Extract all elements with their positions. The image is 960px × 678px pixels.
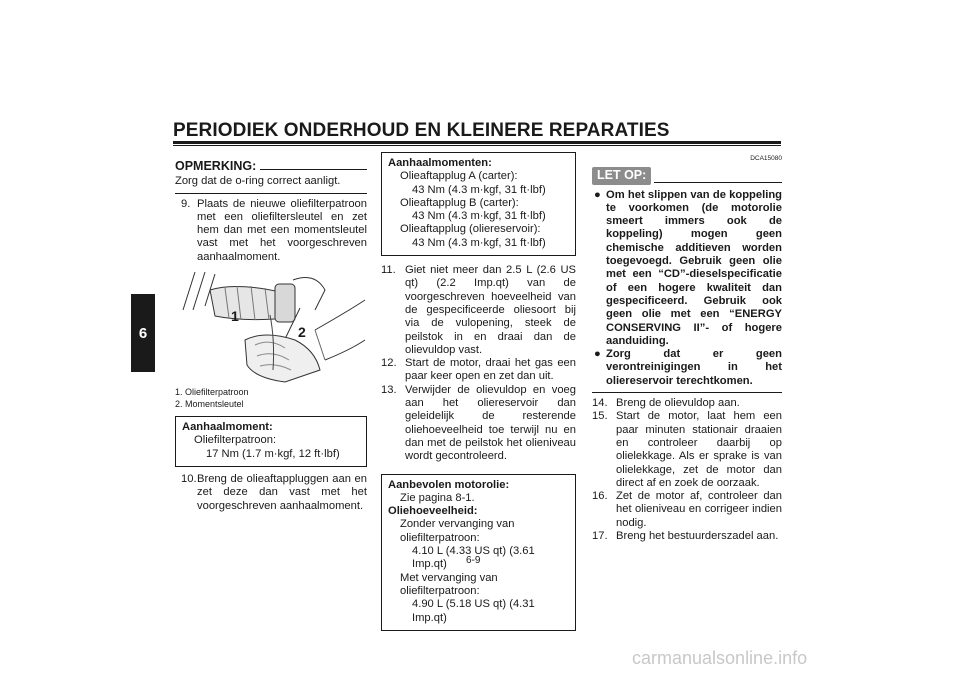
step-16: 16. Zet de motor af, controleer dan het olieniveau en corrigeer indien nodig. <box>592 490 782 529</box>
torque-value-b: 43 Nm (4.3 m·kgf, 31 ft·lbf) <box>412 210 546 223</box>
step-9: 9. Plaats de nieuwe oliefilterpatroon met een oliefiltersleutel en zet hem dan met een momentsleutel vast met het voorgeschreven aanhaalmoment. <box>181 197 367 263</box>
page-number: 6-9 <box>466 555 481 566</box>
oil-filter-drawing <box>175 270 367 385</box>
header-rule <box>173 141 781 144</box>
note-heading <box>175 160 367 173</box>
caution-bullet-2: ● Zorg dat er geen verontreinigingen in het oliereservoir terechtkomen. <box>594 348 782 387</box>
torque-item-a: Olieaftapplug A (carter): <box>400 170 518 183</box>
oil-filter-illustration <box>175 270 367 385</box>
qty-b-label: Met vervanging van oliefilterpatroon: <box>400 571 498 597</box>
torque-item-b: Olieaftapplug B (carter): <box>400 196 519 209</box>
legend-item-1: 1. Oliefilterpatroon <box>175 387 249 398</box>
step-14: 14. Breng de olievuldop aan. <box>592 397 740 410</box>
chapter-tab: 6 <box>131 294 155 372</box>
oil-spec-box <box>381 474 576 631</box>
figure-legend <box>175 387 367 410</box>
torque-item-reservoir: Olieaftapplug (oliereservoir): <box>400 223 541 236</box>
bullet-icon: ● <box>594 188 601 201</box>
step-11: 11. Giet niet meer dan 2.5 L (2.6 US qt) (2.2 Imp.qt) van de voorgeschreven hoeveelheid van de gespecificeerde oliesoort bij via de vulopening, steek de peilstok in en draai dan de olievuldop vast. <box>381 264 576 356</box>
column-1 <box>175 160 367 513</box>
step-12: 12. Start de motor, draai het gas een paar keer open en zet dan uit. <box>381 357 576 383</box>
watermark: carmanualsonline.info <box>632 648 808 668</box>
oil-title: Aanbevolen motorolie: <box>388 478 510 491</box>
torque-title: Aanhaalmoment: <box>182 421 273 434</box>
qty-title: Oliehoeveelheid: <box>388 505 478 518</box>
caution-heading <box>592 167 782 184</box>
step-15: 15. Start de motor, laat hem een paar minuten stationair draaien en controleer daarbij op olielekkage. Als er sprake is van olielekkage, zet de motor dan direct af en zoek de oorzaak. <box>592 410 782 489</box>
torque-value: 17 Nm (1.7 m·kgf, 12 ft·lbf) <box>206 447 340 460</box>
caution-bullet-1: ● Om het slippen van de koppeling te voorkomen (de motorolie smeert immers ook de koppeling) mogen geen chemische additieven worden toegevoegd. Gebruik geen olie met een “CD”-dieselspecificatie of een hogere kwaliteit dan gespecificeerd. Gebruik ook geen olie met een “ENERGY CONSERVING II”- of hogere aanduiding. <box>594 188 782 347</box>
step-10: 10. Breng de olieaftappluggen aan en zet deze dan vast met het voorgeschreven aanhaalmoment. <box>181 472 367 512</box>
qty-a-label: Zonder vervanging van oliefilterpatroon: <box>400 518 515 544</box>
torque-item: Oliefilterpatroon: <box>194 434 277 447</box>
caution-badge: LET OP: <box>592 167 651 184</box>
bullet-icon: ● <box>594 348 601 361</box>
caution-body <box>592 185 782 393</box>
note-title: OPMERKING: <box>175 159 257 173</box>
torques-spec-box <box>381 152 576 256</box>
legend-item-2: 2. Momentsleutel <box>175 398 244 409</box>
step-17: 17. Breng het bestuurderszadel aan. <box>592 530 779 543</box>
torque-value-a: 43 Nm (4.3 m·kgf, 31 ft·lbf) <box>412 183 546 196</box>
note-body: Zorg dat de o-ring correct aanligt. <box>175 173 367 193</box>
header-rule-thin <box>173 145 781 146</box>
figure-label-2: 2 <box>298 324 306 341</box>
oil-ref: Zie pagina 8-1. <box>400 491 475 504</box>
qty-a-value: 4.10 L (4.33 US qt) (3.61 Imp.qt) <box>412 545 535 571</box>
torque-value-reservoir: 43 Nm (4.3 m·kgf, 31 ft·lbf) <box>412 236 546 249</box>
torques-title: Aanhaalmomenten: <box>388 157 492 169</box>
step-13: 13. Verwijder de olievuldop en voeg aan het oliereservoir dan geleidelijk de resterende oliehoeveelheid toe terwijl nu en dan met de peilstok het olieniveau wordt gecontroleerd. <box>381 383 576 463</box>
figure-label-1: 1 <box>231 308 239 325</box>
torque-spec-box <box>175 416 367 467</box>
column-3 <box>592 152 782 543</box>
caution-code: DCA15080 <box>750 155 782 162</box>
page-title: PERIODIEK ONDERHOUD EN KLEINERE REPARATIES <box>173 120 670 141</box>
qty-b-value: 4.90 L (5.18 US qt) (4.31 Imp.qt) <box>412 598 535 624</box>
